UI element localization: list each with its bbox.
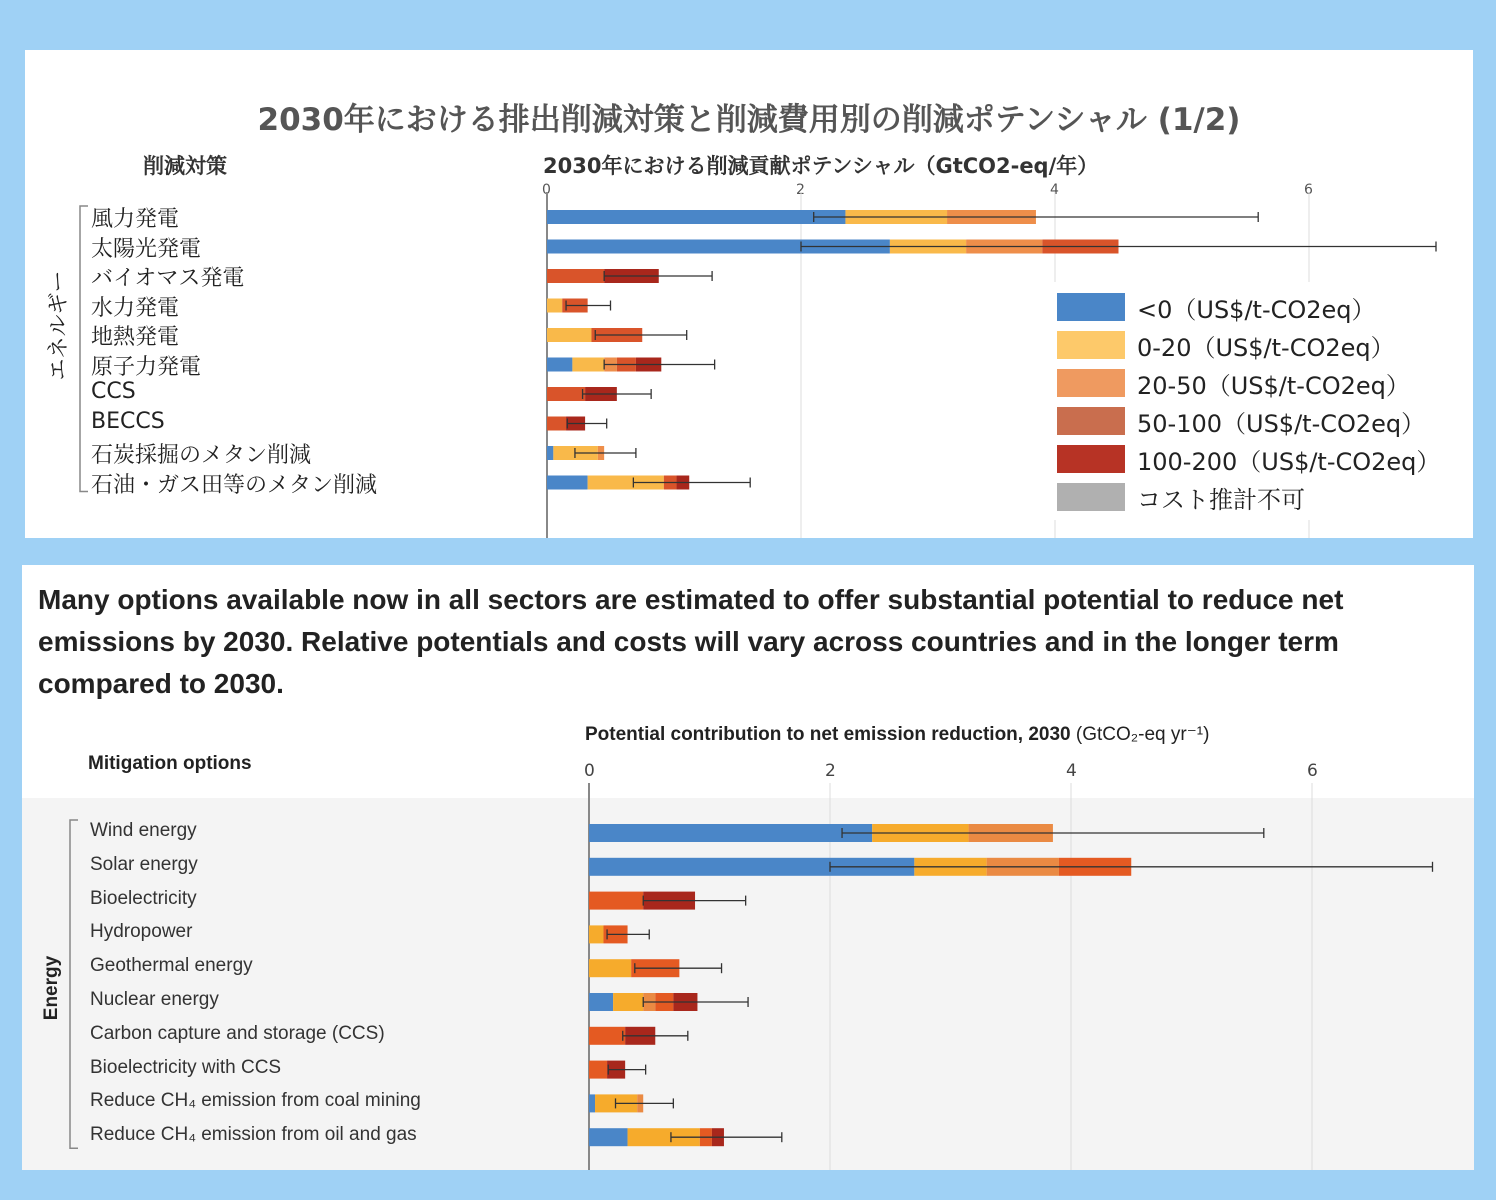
bar-segment-5-2 <box>589 959 631 977</box>
english-chart-panel <box>22 565 1474 1170</box>
axis-header-main: Potential contribution to net emission reduction, 2030 <box>585 724 1071 745</box>
option-label-7: CCS <box>91 379 136 404</box>
bar-segment-7-4 <box>589 1027 625 1045</box>
bar-segment-1-1 <box>589 824 872 842</box>
bar-segment-8-4 <box>589 1061 607 1079</box>
option-label-2: 太陽光発電 <box>91 236 202 262</box>
x-tick-4: 4 <box>1050 182 1059 198</box>
bar-segment-6-1 <box>547 358 572 372</box>
summary-statement: Many options available now in all sectors are estimated to offer substantial potential to reduce net emissions by 2030. Relative potentials and costs will vary across countries and in the longer term compared to 2030. <box>38 584 1344 699</box>
x-tick-4: 4 <box>1066 761 1077 781</box>
x-tick-0: 0 <box>542 182 551 198</box>
bar-segment-6-1 <box>589 993 613 1011</box>
option-label-1: 風力発電 <box>91 207 180 232</box>
category-bracket <box>70 820 78 1148</box>
bar-segment-5-2 <box>547 328 591 342</box>
x-tick-6: 6 <box>1304 182 1313 198</box>
legend-swatch <box>1057 407 1125 435</box>
option-label-3: バイオマス発電 <box>91 266 245 291</box>
bar-segment-10-1 <box>589 1128 628 1146</box>
option-label-9: 石炭採掘のメタン削減 <box>91 443 312 468</box>
bar-segment-8-4 <box>547 417 566 431</box>
axis-header: 2030年における削減貢献ポテンシャル（GtCO2-eq/年） <box>543 154 1099 178</box>
option-label-4: Hydropower <box>90 921 193 943</box>
legend-swatch <box>1057 445 1125 473</box>
mitigation-header: 削減対策 <box>143 154 227 178</box>
legend-label: <0（US$/t-CO2eq） <box>1137 296 1376 324</box>
x-tick-6: 6 <box>1307 761 1318 781</box>
legend-label: 0-20（US$/t-CO2eq） <box>1137 334 1395 362</box>
option-label-7: Carbon capture and storage (CCS) <box>90 1022 385 1044</box>
english-bar-chart <box>22 565 1474 1170</box>
japanese-chart-panel <box>25 50 1473 538</box>
legend-label: コスト推計不可 <box>1137 486 1305 514</box>
option-label-2: Solar energy <box>90 853 198 875</box>
bar-segment-10-1 <box>547 476 588 490</box>
legend-swatch <box>1057 293 1125 321</box>
category-label: Energy <box>41 955 62 1021</box>
bar-segment-1-1 <box>547 210 845 224</box>
category-label: エネルギー <box>46 270 72 381</box>
bar-segment-3-4 <box>547 269 604 283</box>
option-label-1: Wind energy <box>90 820 197 841</box>
bar-segment-3-4 <box>589 892 643 910</box>
chart-title: 2030年における排出削減対策と削減費用別の削減ポテンシャル (1/2) <box>257 102 1241 138</box>
option-label-10: Reduce CH₄ emission from oil and gas <box>90 1124 417 1146</box>
x-tick-2: 2 <box>825 761 836 781</box>
bar-segment-9-1 <box>547 446 553 460</box>
legend-swatch <box>1057 331 1125 359</box>
option-label-8: BECCS <box>91 408 165 434</box>
option-label-5: Geothermal energy <box>90 955 253 977</box>
axis-header-unit: (GtCO₂-eq yr⁻¹) <box>1075 724 1210 745</box>
option-label-8: Bioelectricity with CCS <box>90 1056 282 1078</box>
mitigation-header: Mitigation options <box>88 753 252 774</box>
option-label-6: 原子力発電 <box>91 354 202 380</box>
bar-segment-7-4 <box>547 387 585 401</box>
bar-segment-6-2 <box>572 358 604 372</box>
option-label-5: 地熱発電 <box>91 325 180 350</box>
option-label-4: 水力発電 <box>91 295 180 321</box>
legend-swatch <box>1057 483 1125 511</box>
option-label-3: Bioelectricity <box>90 887 197 909</box>
legend-swatch <box>1057 369 1125 397</box>
option-label-9: Reduce CH₄ emission from coal mining <box>90 1090 421 1112</box>
x-tick-2: 2 <box>796 182 805 198</box>
x-tick-0: 0 <box>584 761 595 781</box>
legend-label: 100-200（US$/t-CO2eq） <box>1137 448 1441 476</box>
bar-segment-6-2 <box>613 993 643 1011</box>
option-label-6: Nuclear energy <box>90 989 219 1010</box>
bar-segment-9-1 <box>589 1094 595 1112</box>
bar-segment-4-2 <box>547 299 562 313</box>
bar-segment-4-2 <box>589 925 603 943</box>
legend-label: 50-100（US$/t-CO2eq） <box>1137 410 1426 438</box>
legend-label: 20-50（US$/t-CO2eq） <box>1137 372 1410 400</box>
legend <box>1041 282 1443 520</box>
category-bracket <box>80 206 88 492</box>
option-label-10: 石油・ガス田等のメタン削減 <box>91 472 378 498</box>
